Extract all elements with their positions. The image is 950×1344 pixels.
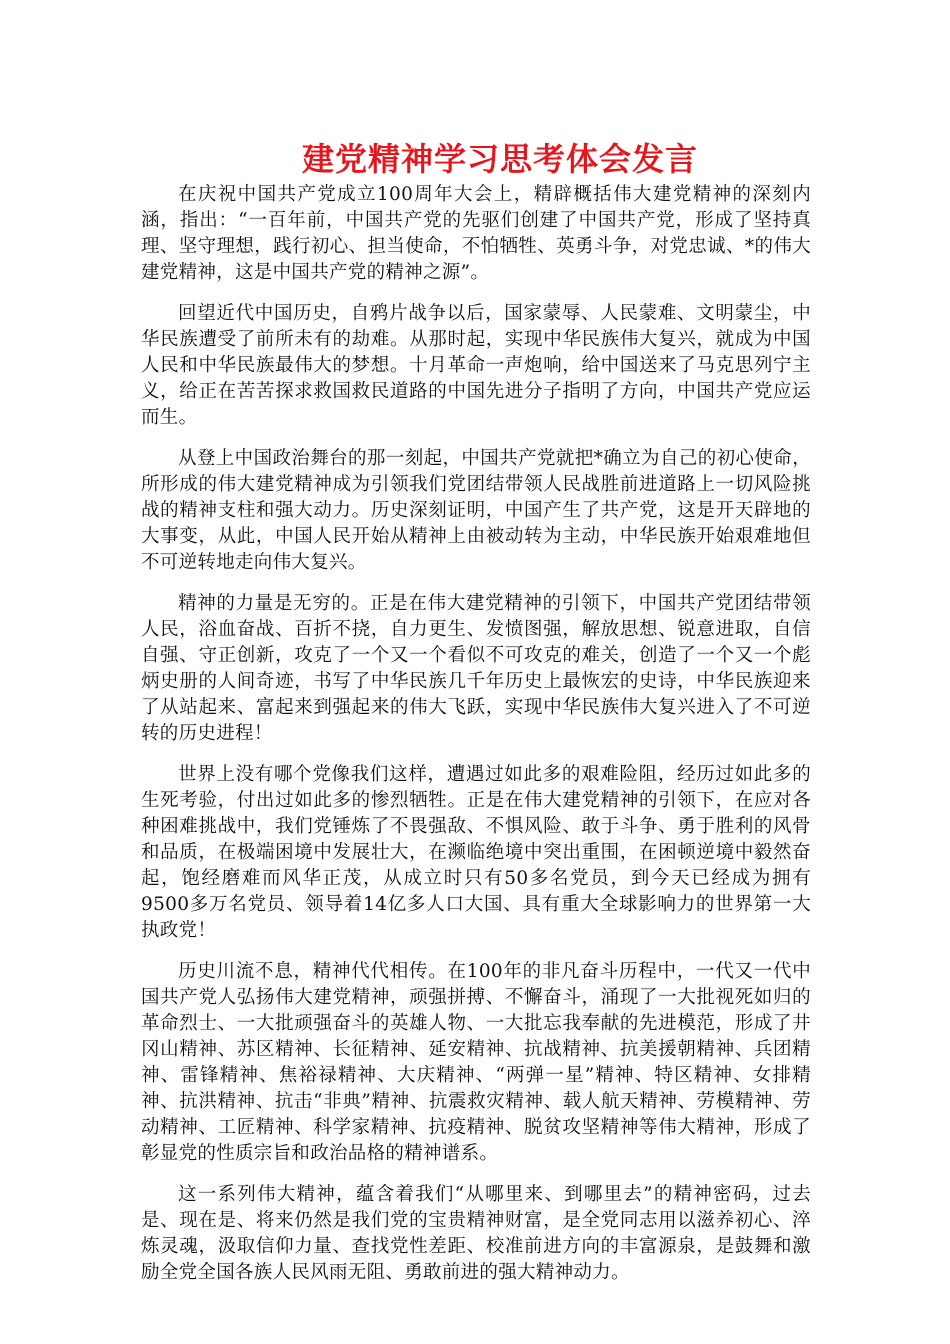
paragraph-5: 世界上没有哪个党像我们这样，遭遇过如此多的艰难险阻，经历过如此多的生死考验，付出过如此多的惨烈牺牲。正是在伟大建党精神的引领下，在应对各种困难挑战中，我们党锤炼了不畏强敌、不惧风险、敢于斗争、勇于胜利的风骨和品质，在极端困境中发展壮大，在濒临绝境中突出重围，在困顿逆境中毅然奋起，饱经磨难而风华正茂，从成立时只有50多名党员，到今天已经成为拥有9500多万名党员、领导着14亿多人口大国、具有重大全球影响力的世界第一大执政党！ (141, 764, 811, 941)
document-title: 建党精神学习思考体会发言 (301, 140, 698, 178)
paragraph-1: 在庆祝中国共产党成立100周年大会上，精辟概括伟大建党精神的深刻内涵，指出：“一百年前，中国共产党的先驱们创建了中国共产党，形成了坚持真理、坚守理想，践行初心、担当使命，不怕牺牲、英勇斗争，对党忠诚、*的伟大建党精神，这是中国共产党的精神之源”。 (141, 184, 811, 283)
paragraph-7: 这一系列伟大精神，蕴含着我们“从哪里来、到哪里去”的精神密码，过去是、现在是、将来仍然是我们党的宝贵精神财富，是全党同志用以滋养初心、淬炼灵魂，汲取信仰力量、查找党性差距、校准前进方向的丰富源泉，是鼓舞和激励全党全国各族人民风雨无阻、勇敢前进的强大精神动力。 (141, 1184, 811, 1283)
paragraph-2: 回望近代中国历史，自鸦片战争以后，国家蒙辱、人民蒙难、文明蒙尘，中华民族遭受了前所未有的劫难。从那时起，实现中华民族伟大复兴，就成为中国人民和中华民族最伟大的梦想。十月革命一声炮响，给中国送来了马克思列宁主义，给正在苦苦探求救国救民道路的中国先进分子指明了方向，中国共产党应运而生。 (141, 303, 811, 428)
document-body (141, 182, 811, 1301)
paragraph-3: 从登上中国政治舞台的那一刻起，中国共产党就把*确立为自己的初心使命，所形成的伟大建党精神成为引领我们党团结带领人民战胜前进道路上一切风险挑战的精神支柱和强大动力。历史深刻证明，中国产生了共产党，这是开天辟地的大事变，从此，中国人民开始从精神上由被动转为主动，中华民族开始艰难地但不可逆转地走向伟大复兴。 (141, 448, 811, 573)
paragraph-6: 历史川流不息，精神代代相传。在100年的非凡奋斗历程中，一代又一代中国共产党人弘扬伟大建党精神，顽强拼搏、不懈奋斗，涌现了一大批视死如归的革命烈士、一大批顽强奋斗的英雄人物、一大批忘我奉献的先进模范，形成了井冈山精神、苏区精神、长征精神、延安精神、抗战精神、抗美援朝精神、兵团精神、雷锋精神、焦裕禄精神、大庆精神、“两弹一星”精神、特区精神、女排精神、抗洪精神、抗击“非典”精神、抗震救灾精神、载人航天精神、劳模精神、劳动精神、工匠精神、科学家精神、抗疫精神、脱贫攻坚精神等伟大精神，形成了彰显党的性质宗旨和政治品格的精神谱系。 (141, 961, 811, 1164)
paragraph-4: 精神的力量是无穷的。正是在伟大建党精神的引领下，中国共产党团结带领人民，浴血奋战、百折不挠，自力更生、发愤图强，解放思想、锐意进取，自信自强、守正创新，攻克了一个又一个看似不可攻克的难关，创造了一个又一个彪炳史册的人间奇迹，书写了中华民族几千年历史上最恢宏的史诗，中华民族迎来了从站起来、富起来到强起来的伟大飞跃，实现中华民族伟大复兴进入了不可逆转的历史进程！ (141, 593, 811, 744)
